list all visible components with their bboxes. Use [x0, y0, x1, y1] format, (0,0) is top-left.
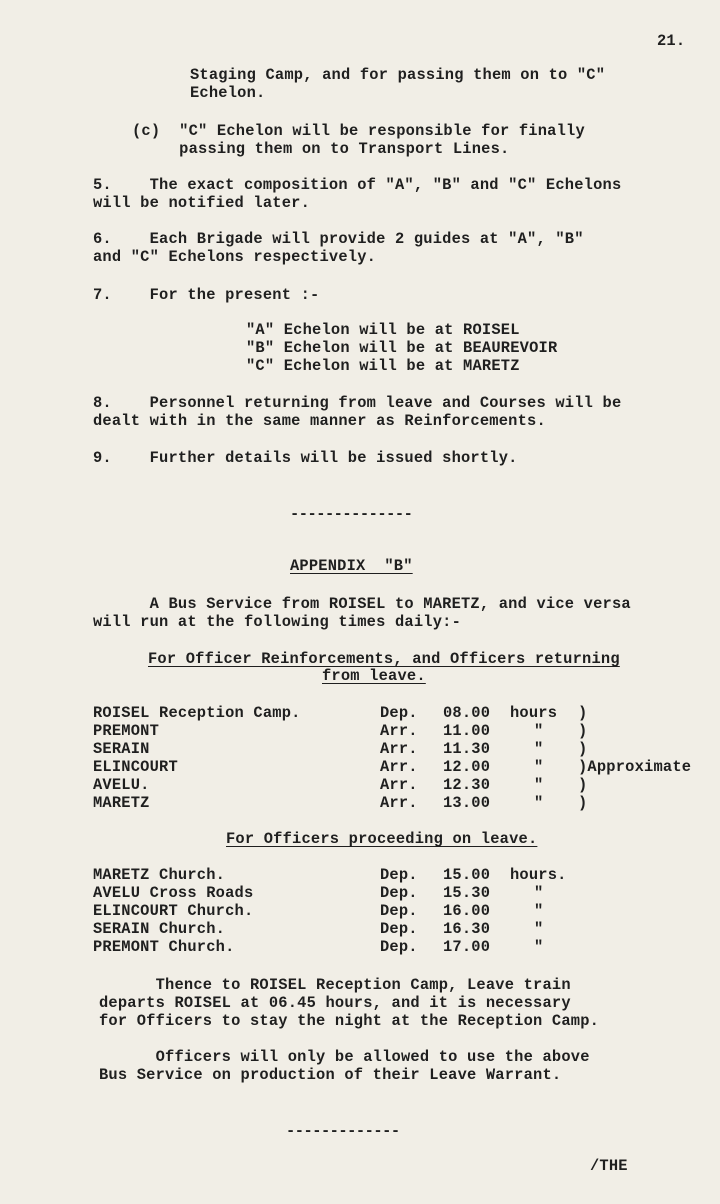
s1-row4-place: ELINCOURT [93, 758, 178, 776]
s1-row2-place: PREMONT [93, 722, 160, 740]
closing-para-1-line-3: for Officers to stay the night at the Reception Camp. [99, 1012, 600, 1030]
separator-dashes-1: -------------- [290, 505, 413, 523]
s2-row5-time: 17.00 [443, 938, 491, 956]
s1-row1-type: Dep. [380, 704, 418, 722]
s1-row3-bracket: ) [578, 740, 588, 758]
s1-row6-bracket: ) [578, 794, 588, 812]
s1-row2-bracket: ) [578, 722, 588, 740]
closing-para-2-line-1: Officers will only be allowed to use the above [99, 1048, 590, 1066]
s2-row5-place: PREMONT Church. [93, 938, 235, 956]
s1-row6-type: Arr. [380, 794, 418, 812]
s2-row1-time: 15.00 [443, 866, 491, 884]
s1-row1-bracket: ) [578, 704, 588, 722]
s2-row2-place: AVELU Cross Roads [93, 884, 254, 902]
section1-heading-line-1: For Officer Reinforcements, and Officers returning [148, 650, 620, 668]
s2-row1-place: MARETZ Church. [93, 866, 226, 884]
s1-row1-time: 08.00 [443, 704, 491, 722]
para-5-line-2: will be notified later. [93, 194, 311, 212]
s1-row3-place: SERAIN [93, 740, 150, 758]
closing-para-1-line-2: departs ROISEL at 06.45 hours, and it is necessary [99, 994, 571, 1012]
s1-row1-unit: hours [510, 704, 558, 722]
para-5-line-1: 5. The exact composition of "A", "B" and "C" Echelons [93, 176, 622, 194]
closing-para-2-line-2: Bus Service on production of their Leave Warrant. [99, 1066, 562, 1084]
s2-row1-unit: hours. [510, 866, 567, 884]
s2-row5-unit: " [534, 938, 544, 956]
s2-row3-type: Dep. [380, 902, 418, 920]
s2-row3-time: 16.00 [443, 902, 491, 920]
s1-row5-place: AVELU. [93, 776, 150, 794]
s1-row3-time: 11.30 [443, 740, 491, 758]
appendix-intro-line-1: A Bus Service from ROISEL to MARETZ, and vice versa [93, 595, 631, 613]
para-9: 9. Further details will be issued shortly. [93, 449, 518, 467]
s1-row4-type: Arr. [380, 758, 418, 776]
para-staging-line-2: Echelon. [190, 84, 266, 102]
s2-row5-type: Dep. [380, 938, 418, 956]
closing-para-1-line-1: Thence to ROISEL Reception Camp, Leave train [99, 976, 571, 994]
s1-row4-unit: " [534, 758, 544, 776]
para-7: 7. For the present :- [93, 286, 320, 304]
s2-row3-place: ELINCOURT Church. [93, 902, 254, 920]
para-8-line-1: 8. Personnel returning from leave and Courses will be [93, 394, 622, 412]
s2-row2-time: 15.30 [443, 884, 491, 902]
s1-row2-time: 11.00 [443, 722, 491, 740]
s1-row6-place: MARETZ [93, 794, 150, 812]
echelon-c: "C" Echelon will be at MARETZ [246, 357, 520, 375]
s1-row5-type: Arr. [380, 776, 418, 794]
s1-row6-unit: " [534, 794, 544, 812]
s1-row2-type: Arr. [380, 722, 418, 740]
section1-heading-line-2: from leave. [322, 667, 426, 685]
s2-row4-type: Dep. [380, 920, 418, 938]
s2-row2-unit: " [534, 884, 544, 902]
s2-row3-unit: " [534, 902, 544, 920]
s2-row1-type: Dep. [380, 866, 418, 884]
s1-row2-unit: " [534, 722, 544, 740]
s1-row5-time: 12.30 [443, 776, 491, 794]
s1-row5-unit: " [534, 776, 544, 794]
s1-row3-type: Arr. [380, 740, 418, 758]
appendix-intro-line-2: will run at the following times daily:- [93, 613, 461, 631]
section2-heading: For Officers proceeding on leave. [226, 830, 538, 848]
echelon-a: "A" Echelon will be at ROISEL [246, 321, 520, 339]
para-6-line-1: 6. Each Brigade will provide 2 guides at "A", "B" [93, 230, 584, 248]
s1-row3-unit: " [534, 740, 544, 758]
separator-dashes-2: ------------- [286, 1122, 400, 1140]
para-6-line-2: and "C" Echelons respectively. [93, 248, 377, 266]
page-number: 21. [657, 32, 686, 50]
para-c-line-2: passing them on to Transport Lines. [132, 140, 510, 158]
para-c-line-1: (c) "C" Echelon will be responsible for finally [132, 122, 585, 140]
para-8-line-2: dealt with in the same manner as Reinforcements. [93, 412, 546, 430]
catchword: /THE [590, 1157, 628, 1175]
echelon-b: "B" Echelon will be at BEAUREVOIR [246, 339, 558, 357]
appendix-title: APPENDIX "B" [290, 557, 413, 575]
s1-row4-time: 12.00 [443, 758, 491, 776]
s1-row5-bracket: ) [578, 776, 588, 794]
para-staging-line-1: Staging Camp, and for passing them on to "C" [190, 66, 606, 84]
s2-row4-place: SERAIN Church. [93, 920, 226, 938]
s1-row6-time: 13.00 [443, 794, 491, 812]
s1-row4-bracket: )Approximate [578, 758, 692, 776]
s1-row1-place: ROISEL Reception Camp. [93, 704, 301, 722]
s2-row2-type: Dep. [380, 884, 418, 902]
s2-row4-unit: " [534, 920, 544, 938]
s2-row4-time: 16.30 [443, 920, 491, 938]
